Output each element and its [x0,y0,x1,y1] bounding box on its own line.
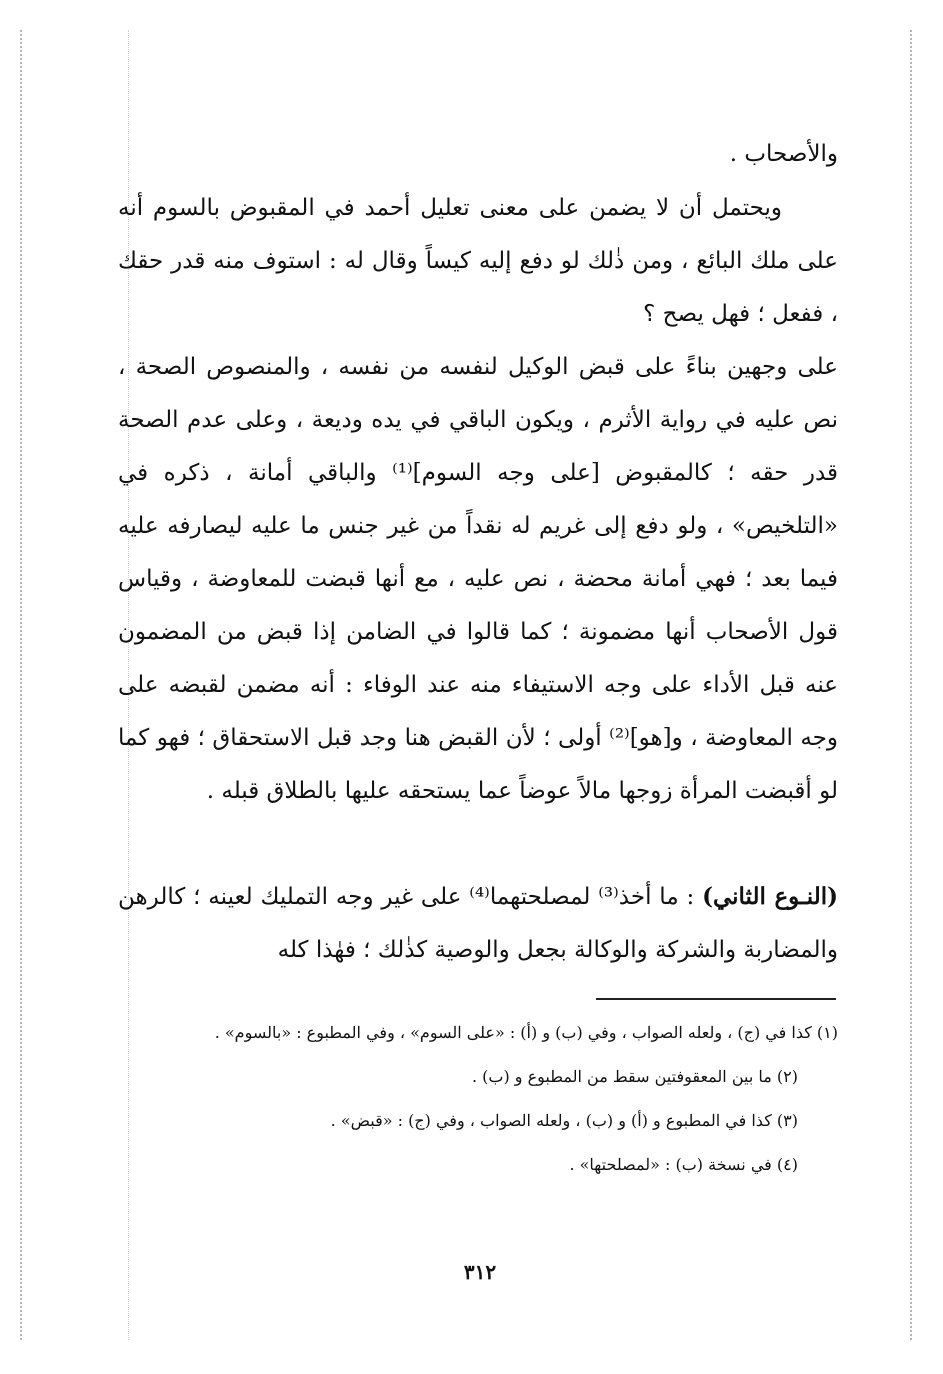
section-heading: (النـوع الثاني) [702,883,839,910]
footnote-4: (٤) في نسخة (ب) : «لمصلحتها» . [569,1155,798,1174]
footnote-1: (١) كذا في (ج) ، ولعله الصواب ، وفي (ب) و (أ) : «على السوم» ، وفي المطبوع : «بالسوم» . [214,1023,838,1042]
footnotes [118,1018,838,1180]
paragraph-4-text: : ما أخذ⁽³⁾ لمصلحتهما⁽⁴⁾ على غير وجه التمليك لعينه ؛ كالرهن والمضاربة والشركة والوكالة بجعل والوصية كذٰلك ؛ فهٰذا كله [118,884,838,963]
page-number: ٣١٢ [463,1260,497,1284]
footnote-2: (٢) ما بين المعقوفتين سقط من المطبوع و (ب) . [471,1067,798,1086]
paragraph-3: على وجهين بناءً على قبض الوكيل لنفسه من نفسه ، والمنصوص الصحة ، نص عليه في رواية الأثرم ، ويكون الباقي في يده وديعة ، وعلى عدم الصحة قدر حقه ؛ كالمقبوض [على وجه السوم]⁽¹⁾ والباقي أمانة ، ذكره في «التلخيص» ، ولو دفع إلى غريم له نقداً من غير جنس ما عليه ليصارفه عليه فيما بعد ؛ فهي أمانة محضة ، نص عليه ، مع أنها قبضت للمعاوضة ، وقياس قول الأصحاب أنها مضمونة ؛ كما قالوا في الضامن إذا قبض من المضمون عنه قبل الأداء على وجه الاستيفاء منه عند الوفاء : أنه مضمن لقبضه على وجه المعاوضة ، و[هو]⁽²⁾ أولى ؛ لأن القبض هنا وجد قبل الاستحقاق ؛ فهو كما لو أقبضت المرأة زوجها مالاً عوضاً عما يستحقه عليها بالطلاق قبله . [118,354,839,804]
paragraph-4 [118,870,838,977]
paragraph-2: ويحتمل أن لا يضمن على معنى تعليل أحمد في المقبوض بالسوم أنه على ملك البائع ، ومن ذٰلك لو دفع إليه كيساً وقال له : استوف منه قدر حقك ، ففعل ؛ فهل يصح ؟ [118,195,838,327]
scan-edge-dots-left [20,30,22,1340]
footnote-3: (٣) كذا في المطبوع و (أ) و (ب) ، ولعله الصواب ، وفي (ج) : «قبض» . [330,1111,798,1130]
paragraph-1: والأصحاب . [729,141,838,167]
footnote-separator [596,998,836,1000]
scan-edge-dots-right [910,30,912,1340]
